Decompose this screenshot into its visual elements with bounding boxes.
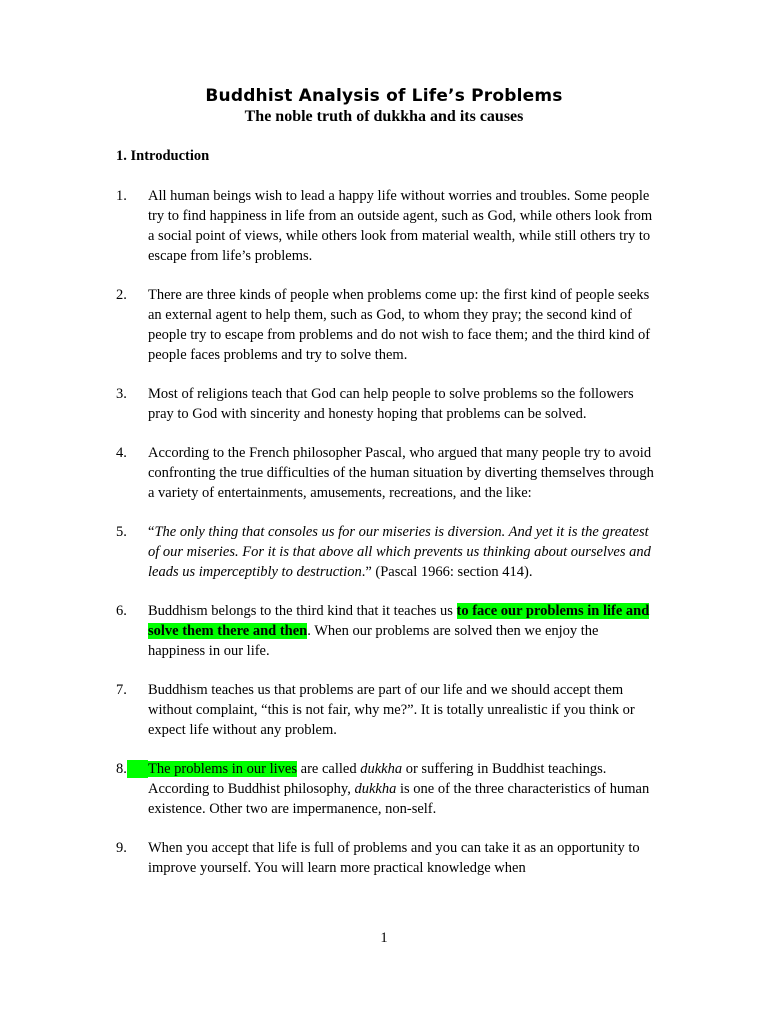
list-item <box>116 285 656 365</box>
item-text-part: are called <box>297 761 361 777</box>
pascal-quote: The only thing that consoles us for our miseries is diversion. And yet it is the greatest of our miseries. For it is that above all which prevents us thinking about ourselves and leads us imperceptibly to destruction <box>148 524 651 580</box>
term-dukkha: dukkha <box>360 761 403 777</box>
item-text-part: is one of the three characteristics of human existence. Other two are impermanence, non-self. <box>148 781 650 817</box>
item-number: 8. <box>116 761 127 777</box>
highlighted-text: to face our problems in life and solve them there and then <box>148 603 650 639</box>
item-number: 6. <box>116 603 127 619</box>
list-item <box>116 838 656 878</box>
page-number: 1 <box>380 930 388 946</box>
document-subtitle: The noble truth of dukkha and its causes <box>244 108 524 125</box>
term-dukkha: dukkha <box>354 781 397 797</box>
list-item <box>116 601 656 661</box>
item-number: 7. <box>116 682 127 698</box>
item-text: Buddhism teaches us that problems are part of our life and we should accept them without complaint, “this is not fair, why me?”. It is totally unrealistic if you think or expect life without any problem. <box>148 682 635 738</box>
list-item <box>116 522 656 582</box>
item-text: All human beings wish to lead a happy life without worries and troubles. Some people try to find happiness in life from an outside agent, such as God, while others look from a social point of views, while others look from material wealth, while still others try to escape from life’s problems. <box>148 188 653 264</box>
list-item <box>116 186 656 266</box>
quote-citation: .” (Pascal 1966: section 414). <box>361 564 533 580</box>
item-number: 9. <box>116 840 127 856</box>
numbered-list <box>116 186 656 897</box>
list-item <box>116 384 656 424</box>
highlighted-text: The problems in our lives <box>148 761 298 777</box>
item-number: 3. <box>116 386 127 402</box>
item-number: 2. <box>116 287 127 303</box>
item-text: When you accept that life is full of problems and you can take it as an opportunity to improve yourself. You will learn more practical knowledge when <box>148 840 640 876</box>
item-text-before: Buddhism belongs to the third kind that it teaches us <box>148 603 457 619</box>
section-heading: 1. Introduction <box>116 148 210 164</box>
list-item <box>116 759 656 819</box>
item-number: 4. <box>116 445 127 461</box>
item-number: 5. <box>116 524 127 540</box>
item-number: 1. <box>116 188 127 204</box>
list-item <box>116 443 656 503</box>
document-title: Buddhist Analysis of Life’s Problems <box>205 86 563 106</box>
highlight-fill <box>127 760 148 778</box>
item-text: According to the French philosopher Pascal, who argued that many people try to avoid confronting the true difficulties of the human situation by diverting themselves through a variety of entertainments, amusements, recreations, and the like: <box>148 445 654 501</box>
item-text: Most of religions teach that God can help people to solve problems so the followers pray to God with sincerity and honesty hoping that problems can be solved. <box>148 386 634 422</box>
item-text: There are three kinds of people when problems come up: the first kind of people seeks an external agent to help them, such as God, to whom they pray; the second kind of people try to escape from problems and do not wish to face them; and the third kind of people faces problems and try to solve them. <box>148 287 651 363</box>
item-text-part: or suffering in Buddhist teachings. According to Buddhist philosophy, <box>148 761 607 797</box>
item-text-after: . When our problems are solved then we enjoy the happiness in our life. <box>148 623 599 659</box>
list-item <box>116 680 656 740</box>
quote-open: “ <box>148 524 155 540</box>
